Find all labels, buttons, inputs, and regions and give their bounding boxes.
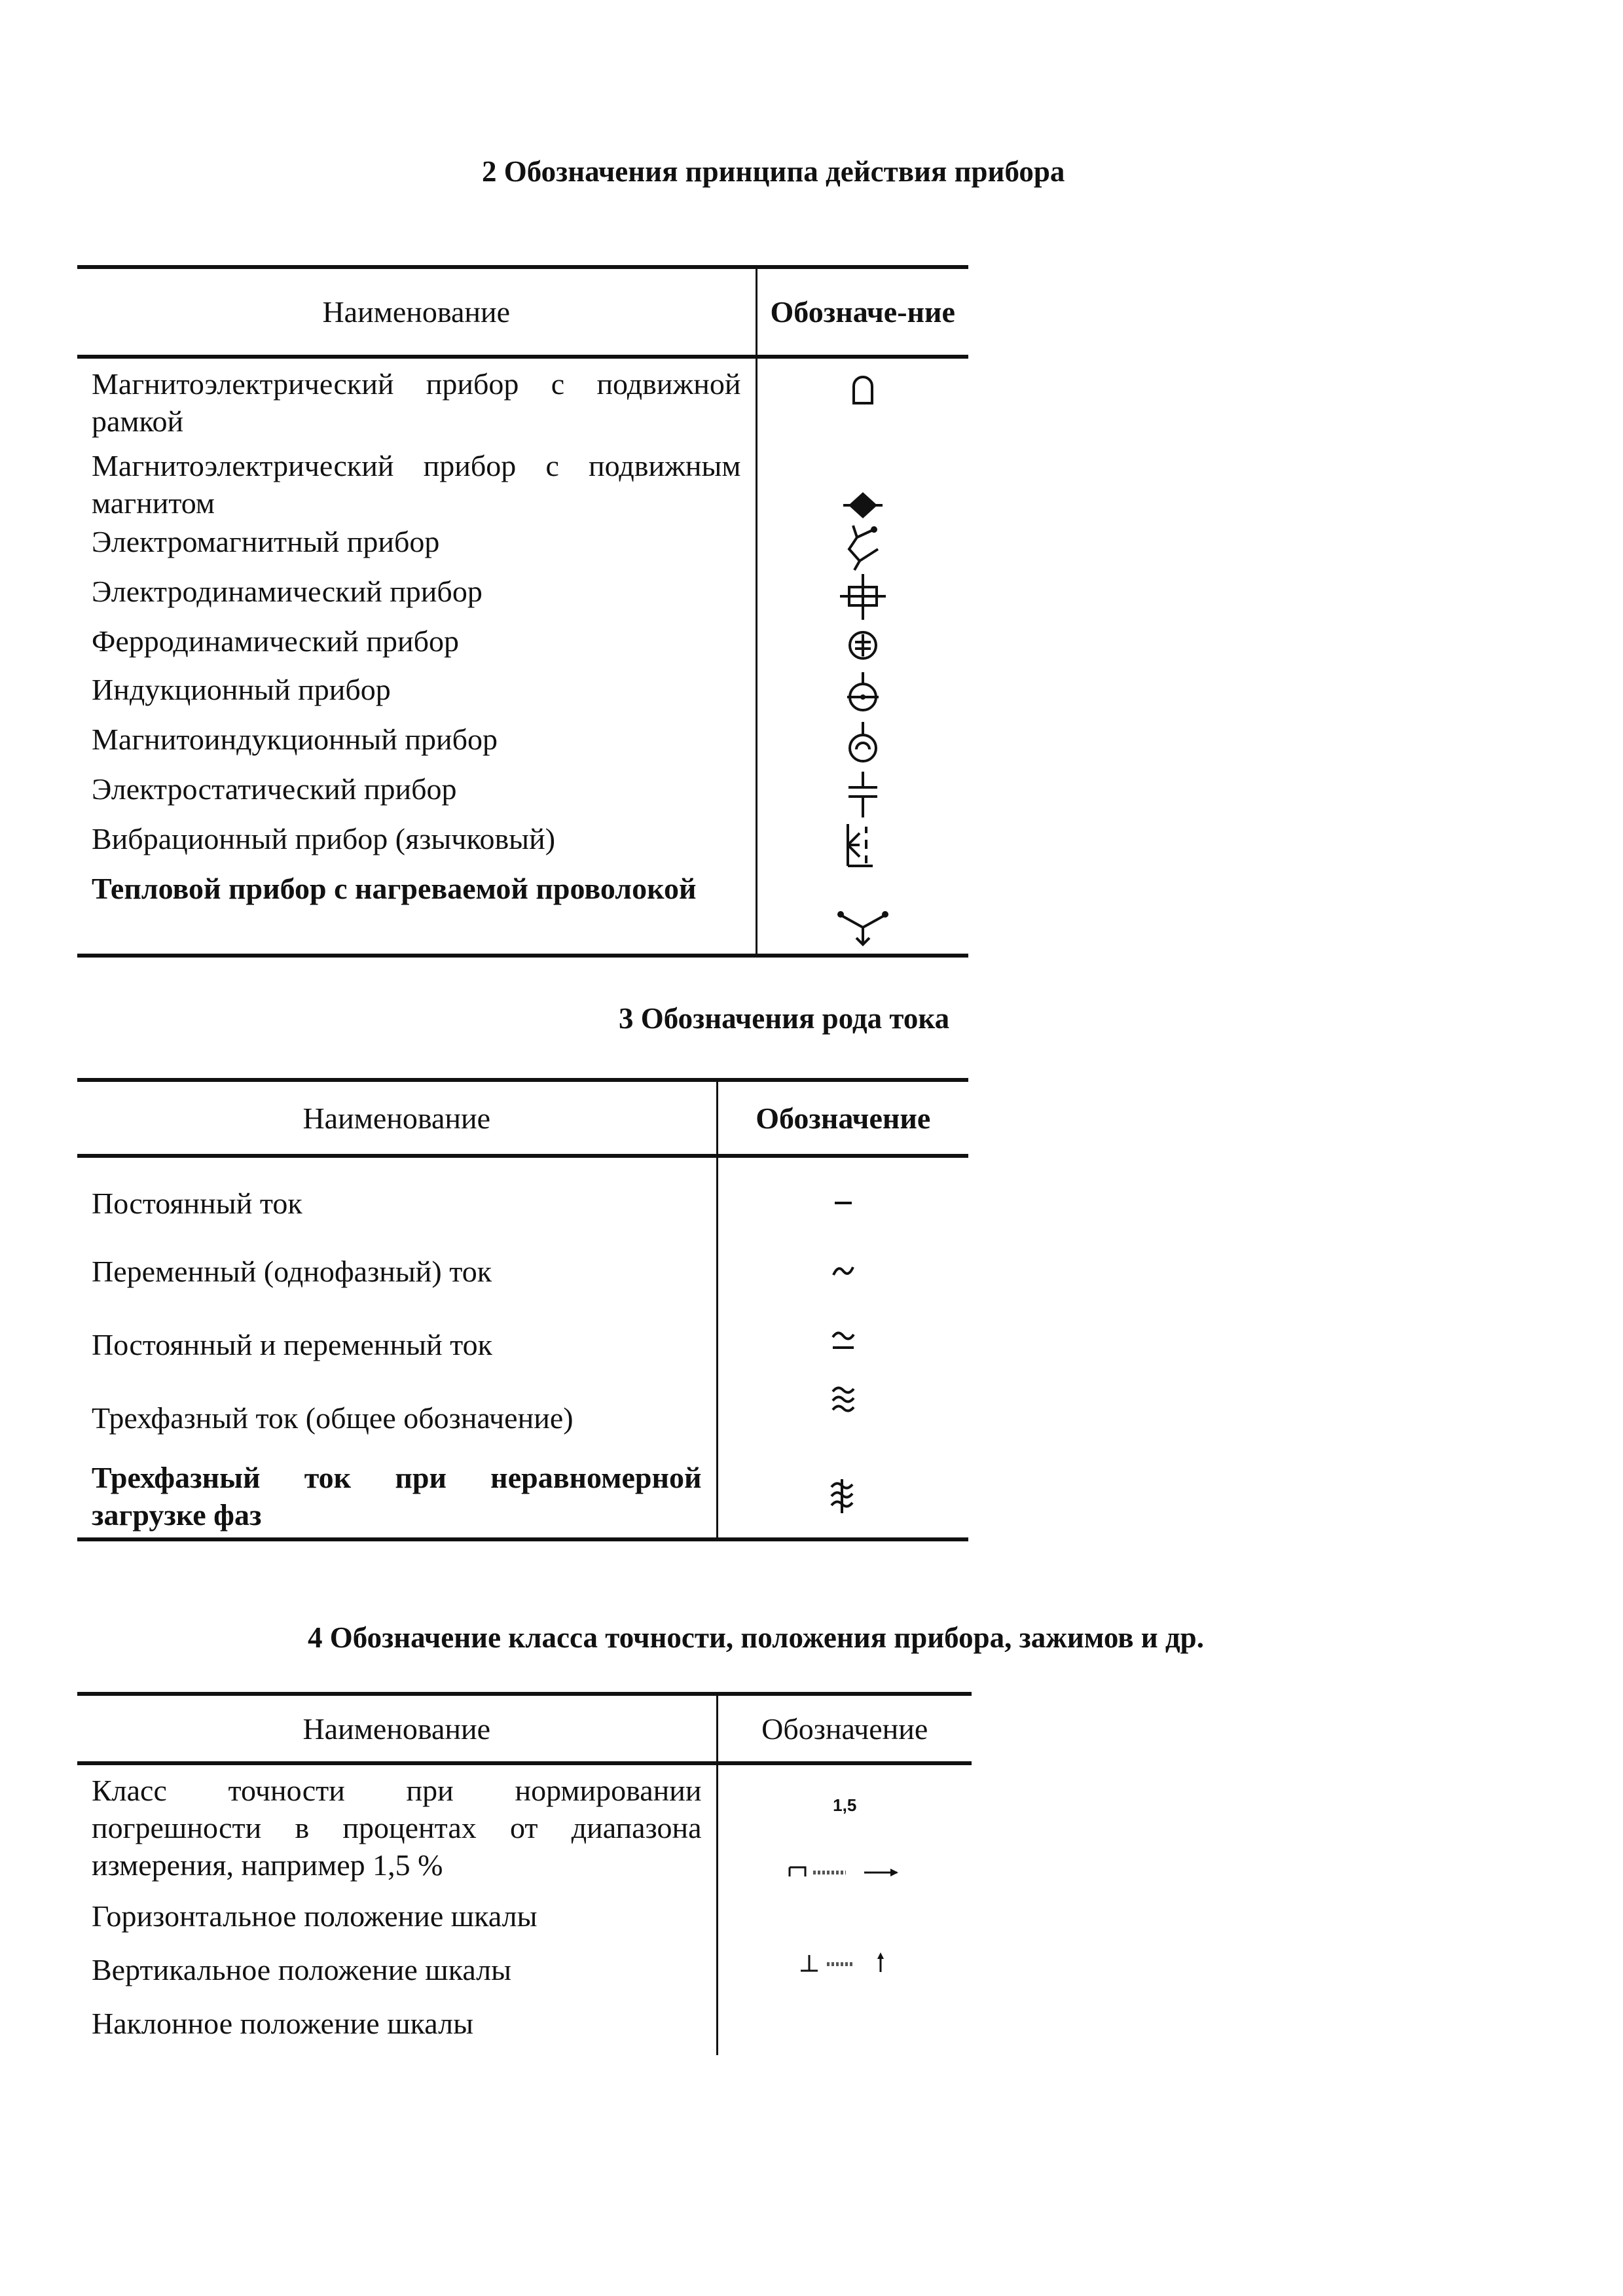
moving-coil-icon bbox=[756, 357, 968, 442]
table-row bbox=[77, 2004, 972, 2055]
row-name: Наклонное положение шкалы bbox=[92, 2007, 473, 2040]
magnetoinduction-icon bbox=[756, 720, 968, 770]
table-row bbox=[77, 1763, 972, 1897]
vibration-icon bbox=[756, 819, 968, 869]
table-row bbox=[77, 819, 968, 869]
row-name: Магнитоэлектрический прибор с подвижным магнитом bbox=[92, 449, 741, 520]
table-row bbox=[77, 357, 968, 442]
table-row bbox=[77, 1897, 972, 1950]
table-row bbox=[77, 869, 968, 956]
row-name: Ферродинамический прибор bbox=[92, 624, 460, 658]
header-symbol-text: Обозначе-ние bbox=[770, 295, 955, 329]
header-name: Наименование bbox=[302, 1712, 491, 1746]
row-name: Трехфазный ток (общее обозначение) bbox=[92, 1401, 574, 1435]
electrodynamic-icon bbox=[756, 572, 968, 622]
table-row bbox=[77, 1381, 968, 1454]
inclined-scale-icon bbox=[717, 2004, 972, 2055]
table-row bbox=[77, 572, 968, 622]
electrostatic-icon bbox=[756, 770, 968, 819]
row-name: Магнитоиндукционный прибор bbox=[92, 723, 498, 756]
row-name: Горизонтальное положение шкалы bbox=[92, 1899, 538, 1933]
row-name: Индукционный прибор bbox=[92, 673, 391, 706]
accuracy-class-icon bbox=[717, 1763, 972, 1897]
row-name: Трехфазный ток при неравномерной загрузке фаз bbox=[92, 1460, 702, 1532]
table-row bbox=[77, 670, 968, 720]
table-row bbox=[77, 1950, 972, 2004]
header-symbol: Обозначение bbox=[717, 1080, 968, 1156]
row-name: Вибрационный прибор (язычковый) bbox=[92, 822, 556, 855]
table-row bbox=[77, 720, 968, 770]
table-header bbox=[77, 1694, 972, 1763]
electromagnetic-icon bbox=[756, 522, 968, 572]
hot-wire-icon bbox=[756, 869, 968, 956]
table-row bbox=[77, 1454, 968, 1539]
table-row bbox=[77, 522, 968, 572]
ac-dc-icon bbox=[717, 1308, 968, 1381]
section4-title: 4 Обозначение класса точности, положения прибора, зажимов и др. bbox=[308, 1621, 1204, 1654]
three-phase-unbalanced-icon bbox=[717, 1454, 968, 1539]
table-row bbox=[77, 1234, 968, 1308]
row-name: Электромагнитный прибор bbox=[92, 525, 440, 558]
section3-table bbox=[77, 1078, 968, 1541]
section4-table bbox=[77, 1692, 972, 2055]
table-row bbox=[77, 770, 968, 819]
row-name: Вертикальное положение шкалы bbox=[92, 1953, 512, 1986]
moving-magnet-icon bbox=[756, 442, 968, 522]
three-phase-icon bbox=[717, 1381, 968, 1454]
horizontal-scale-icon bbox=[786, 1862, 903, 1882]
row-name: Тепловой прибор с нагреваемой проволокой bbox=[92, 872, 697, 905]
vertical-scale-icon bbox=[717, 1950, 972, 2004]
dc-icon bbox=[717, 1156, 968, 1234]
header-symbol bbox=[756, 267, 968, 357]
section3-title: 3 Обозначения рода тока bbox=[619, 1002, 950, 1035]
ferrodynamic-icon bbox=[756, 622, 968, 670]
table-header bbox=[77, 1080, 968, 1156]
row-name: Постоянный и переменный ток bbox=[92, 1327, 493, 1361]
header-symbol: Обозначение bbox=[717, 1694, 972, 1763]
row-name: Переменный (однофазный) ток bbox=[92, 1254, 492, 1288]
row-name: Постоянный ток bbox=[92, 1186, 302, 1220]
row-name: Электростатический прибор bbox=[92, 772, 457, 806]
header-name: Наименование bbox=[302, 1101, 491, 1135]
scale-symbol-spacer bbox=[717, 1897, 972, 1950]
induction-icon bbox=[756, 670, 968, 720]
section2-table bbox=[77, 265, 968, 958]
table-row bbox=[77, 442, 968, 522]
table-row bbox=[77, 622, 968, 670]
row-name: Электродинамический прибор bbox=[92, 575, 483, 608]
section2-title: 2 Обозначения принципа действия прибора bbox=[482, 155, 1065, 188]
table-row bbox=[77, 1308, 968, 1381]
table-header bbox=[77, 267, 968, 357]
ac-icon bbox=[717, 1234, 968, 1308]
table-row bbox=[77, 1156, 968, 1234]
row-name: Класс точности при нормировании погрешности в процентах от диапазона измерения, например 1,5 % bbox=[92, 1774, 702, 1882]
row-name: Магнитоэлектрический прибор с подвижной рамкой bbox=[92, 367, 741, 438]
header-name: Наименование bbox=[322, 295, 511, 329]
accuracy-class-value: 1,5 bbox=[833, 1795, 857, 1815]
